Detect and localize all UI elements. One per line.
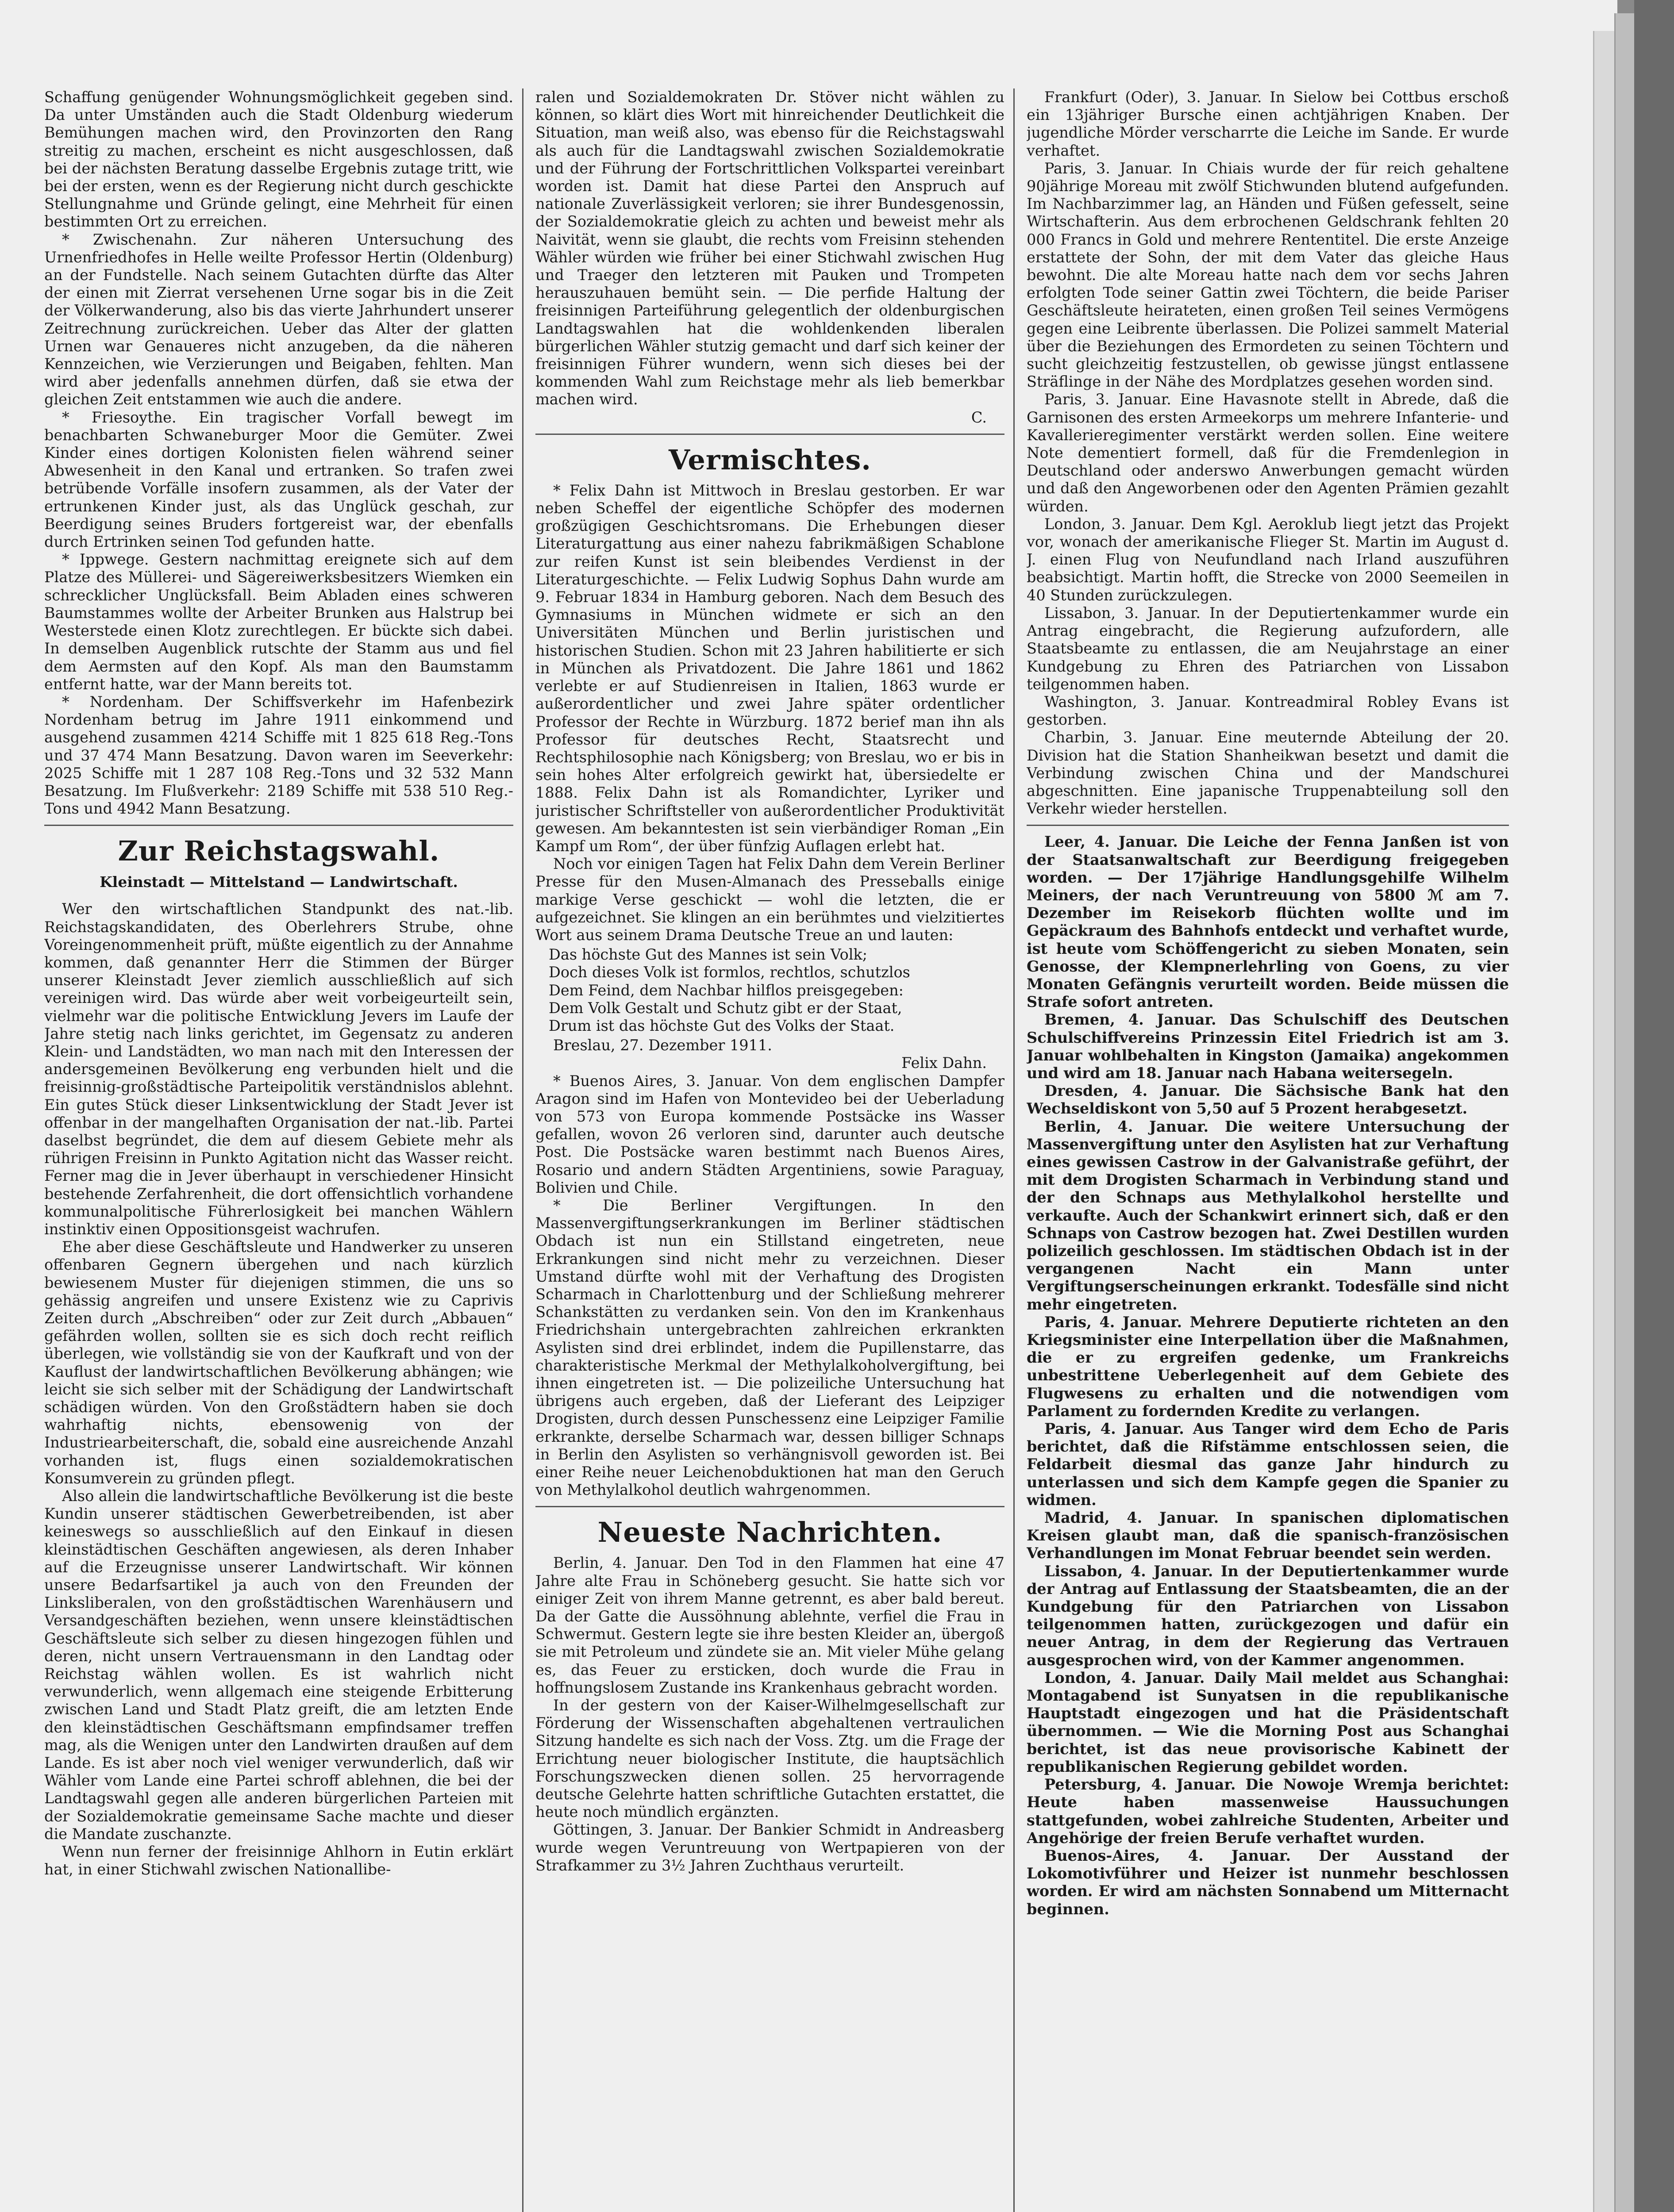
section-heading-neueste-nachrichten: Neueste Nachrichten. xyxy=(597,1516,943,1549)
news-item-charbin: Charbin, 3. Januar. Eine meuternde Abteilung der 20. Division hat die Station Shanheikwan besetzt und damit die Verbindung zwischen China und der Mandschurei abgeschnitten. Eine japanische Truppenabteilung soll den Verkehr wieder herstellen. xyxy=(1027,729,1509,818)
news-item-paris: Paris, 4. Januar. Aus Tanger wird dem Echo de Paris berichtet, daß die Rifstämme entschlossen seien, die Feldarbeit diesmal das ganze Jahr hindurch zu unterlassen und sich dem Kampfe gegen die Spanier zu widmen. xyxy=(1027,1420,1509,1509)
news-item-leer: Leer, 4. Januar. Die Leiche der Fenna Janßen ist von der Staatsanwaltschaft zur Beerdigung freigegeben worden. — Der 17jährige Handlungsgehilfe Wilhelm Meiners, der nach Veruntreuung von 5800 ℳ am 7. Dezember im Reisekorb flüchten wollte und im Gepäckraum des Bahnhofs entdeckt und verhaftet wurde, ist heute vom Schöffengericht zu sieben Monaten, sein Genosse, der Klempnerlehrling von Goens, zu vier Monaten Gefängnis verurteilt worden. Beide müssen die Strafe sofort antreten. xyxy=(1027,833,1509,1011)
news-item-buenos-aires: * Buenos Aires, 3. Januar. Von dem englischen Dampfer Aragon sind im Hafen von Montevideo bei der Ueberladung von 573 von Europa kommende Postsäcke ins Wasser gefallen, wovon 26 verloren sind, darunter auch deutsche Post. Die Postsäcke waren bestimmt nach Buenos Aires, Rosario und andern Städten Argentiniens, sowie Paraguay, Bolivien und Chile. xyxy=(535,1072,1004,1196)
news-item-dresden: Dresden, 4. Januar. Die Sächsische Bank hat den Wechseldiskont von 5,50 auf 5 Prozent herabgesetzt. xyxy=(1027,1082,1509,1118)
news-item-madrid: Madrid, 4. Januar. In spanischen diplomatischen Kreisen glaubt man, daß die spanisch-französischen Verhandlungen im Monat Februar beendet sein werden. xyxy=(1027,1509,1509,1562)
news-item-zwischenahn: * Zwischenahn. Zur näheren Untersuchung des Urnenfriedhofes in Helle weilte Professor Hertin (Oldenburg) an der Fundstelle. Nach seinem Gutachten dürfte das Alter der einen mit Zierrat versehenen Urne sogar bis in die Zeit der Völkerwanderung, also bis das vierte Jahrhundert unserer Zeitrechnung zurückreichen. Ueber das Alter der glatten Urnen war Genaueres nicht anzugeben, da die näheren Kennzeichen, wie Verzierungen und Beigaben, fehlten. Man wird aber jedenfalls annehmen dürfen, daß sie etwa der gleichen Zeit entstammen wie auch die andere. xyxy=(44,230,513,408)
news-item-friesoythe: * Friesoythe. Ein tragischer Vorfall bewegt im benachbarten Schwaneburger Moor die Gemüter. Zwei Kinder eines dortigen Kolonisten fielen während seiner Abwesenheit in den Kanal und ertranken. So trafen zwei betrübende Vorfälle insofern zusammen, als der Vater der ertrunkenen Kinder just, als das Unglück geschah, zur Beerdigung seines Bruders fortgereist war, der ebenfalls durch Ertrinken seinen Tod gefunden hatte. xyxy=(44,408,513,551)
section-divider xyxy=(535,1506,1004,1507)
section-divider xyxy=(535,434,1004,435)
column-1 xyxy=(44,88,513,2212)
news-item-berliner-vergiftungen: * Die Berliner Vergiftungen. In den Massenvergiftungserkrankungen im Berliner städtischen Obdach ist nun ein Stillstand eingetreten, neue Erkrankungen sind nicht mehr zu verzeichnen. Dieser Umstand dürfte wohl mit der Verhaftung des Drogisten Scharmach in Charlottenburg und der Schließung mehrerer Schankstätten zu verdanken sein. Von den im Krankenhaus Friedrichshain untergebrachten zahlreichen erkrankten Asylisten sind drei erblindet, indem die Pupillenstarre, das charakteristische Merkmal der Methylalkoholvergiftung, bei ihnen eingetreten ist. — Die polizeiliche Untersuchung hat übrigens auch ergeben, daß der Lieferant des Leipziger Drogisten, durch dessen Punschessenz eine Leipziger Familie erkrankte, derselbe Scharmach war, dessen billiger Schnaps in Berlin den Asylisten so verhängnisvoll geworden ist. Bei einer Reihe neuer Leichenobduktionen hat man den Geruch von Methylalkohol deutlich wahrgenommen. xyxy=(535,1196,1004,1499)
news-item-london: London, 3. Januar. Dem Kgl. Aeroklub liegt jetzt das Projekt vor, wonach der amerikanische Flieger St. Martin im August d. J. einen Flug von Neufundland nach Irland auszuführen beabsichtigt. Martin hofft, die Strecke von 2000 Seemeilen in 40 Stunden zurückzulegen. xyxy=(1027,515,1509,604)
news-item-lissabon: Lissabon, 4. Januar. In der Deputiertenkammer wurde der Antrag auf Entlassung der Staatsbeamten, die an der Kundgebung für den Patriarchen von Lissabon teilgenommen hatten, zurückgezogen und dafür ein neuer Antrag, in dem der Regierung das Vertrauen ausgesprochen wird, von der Kammer angenommen. xyxy=(1027,1562,1509,1669)
news-item-felix-dahn-verses: Noch vor einigen Tagen hat Felix Dahn dem Verein Berliner Presse für den Musen-Almanach des Presseballs einige markige Verse geschickt — wohl die letzten, die er aufgezeichnet. Sie klingen an ein berühmtes und vielzitiertes Wort aus seinem Drama Deutsche Treue an und lauten: xyxy=(535,855,1004,944)
news-item-berlin: Berlin, 4. Januar. Die weitere Untersuchung der Massenvergiftung unter den Asylisten hat zur Verhaftung eines gewissen Castrow in der Galvanistraße geführt, der mit dem Drogisten Scharmach in Verbindung stand und der den Schnaps aus Methylalkohol herstellte und verkaufte. Auch der Schankwirt erinnert sich, daß er den Schnaps von Castrow bezogen hat. Zwei Destillen wurden polizeilich geschlossen. Im städtischen Obdach ist in der vergangenen Nacht ein Mann unter Vergiftungserscheinungen erkrankt. Todesfälle sind nicht mehr eingetreten. xyxy=(1027,1118,1509,1313)
article-paragraph: Also allein die landwirtschaftliche Bevölkerung ist die beste Kundin unserer städtischen Gewerbetreibenden, ist aber keineswegs so ausschließlich auf den Einkauf in diesen kleinstädtischen Geschäften angewiesen, als deren Inhaber auf die Erzeugnisse unserer Landwirtschaft. Wir können unsere Bedarfsartikel ja auch von den Freunden der Linksliberalen, von den großstädtischen Warenhäusern und Versandgeschäften beziehen, wenn unsere kleinstädtischen Geschäftsleute sich selber zu diesen hingezogen fühlen und deren, nicht unsern Vertrauensmann in den Landtag oder Reichstag wählen wollen. Es ist wahrlich nicht verwunderlich, wenn allgemach eine steigende Erbitterung zwischen Land und Stadt Platz greift, die am letzten Ende den kleinstädtischen Geschäftsmann empfindsamer treffen mag, als die Wenigen unter den Landwirten draußen auf dem Lande. Es ist aber noch viel weniger verwunderlich, daß wir Wähler vom Lande eine Partei schroff ablehnen, die bei der Landtagswahl gegen alle anderen bürgerlichen Parteien mit der Sozialdemokratie gemeinsame Sache machte und dieser die Mandate zuschanzte. xyxy=(44,1487,513,1843)
article-continuation: ralen und Sozialdemokraten Dr. Stöver nicht wählen zu können, so klärt dies Wort mit hinreichender Deutlichkeit die Situation, man weiß also, was ebenso für die Reichstagswahl als auch für die Landtagswahl zwischen Sozialdemokratie und der Führung der Fortschrittlichen Volkspartei vereinbart worden ist. Damit hat diese Partei den Anspruch auf nationale Zuverlässigkeit verloren; sie ihrer Bundesgenossin, der Sozialdemokratie gleich zu achten und beweist mehr als Naivität, wenn sie glaubt, die rechts vom Freisinn stehenden Wähler würden wie früher bei einer Stichwahl zwischen Hug und Traeger den letzteren mit Pauken und Trompeten herauszuhauen bemüht sein. — Die perfide Haltung der freisinnigen Parteiführung gelegentlich der oldenburgischen Landtagswahlen hat die wohldenkenden liberalen bürgerlichen Wähler stutzig gemacht und darf sich keiner der freisinnigen Führer wundern, wenn sich dieses bei der kommenden Wahl zum Reichstage mehr als lieb bemerkbar machen wird. xyxy=(535,88,1004,408)
article-continuation: Schaffung genügender Wohnungsmöglichkeit gegeben sind. Da unter Umständen auch die Stadt Oldenburg wiederum Bemühungen machen wird, den Provinzorten den Rang streitig zu machen, erscheint es nicht ausgeschlossen, daß bei der nächsten Beratung dasselbe Ergebnis zutage tritt, wie bei der ersten, wenn es der Regierung nicht durch geschickte Stellungnahme und Gründe gelingt, eine Mehrheit für einen bestimmten Ort zu erreichen. xyxy=(44,88,513,230)
section-heading-vermischtes: Vermischtes. xyxy=(669,443,871,476)
news-item-paris: Paris, 4. Januar. Mehrere Deputierte richteten an den Kriegsminister eine Interpellation über die Maßnahmen, die er zu ergreifen gedenke, um Frankreichs unbestrittene Ueberlegenheit auf dem Gebiete des Flugwesens zu erhalten und die notwendigen vom Parlament zu fordernden Kredite zu verlangen. xyxy=(1027,1313,1509,1420)
page-edge xyxy=(1614,13,1636,2212)
column-2 xyxy=(535,88,1004,2212)
news-item-lissabon: Lissabon, 3. Januar. In der Deputiertenkammer wurde ein Antrag eingebracht, die Regierung aufzufordern, alle Staatsbeamte zu entlassen, die am Neujahrstage an einer Kundgebung zu Ehren des Patriarchen von Lissabon teilgenommen haben. xyxy=(1027,604,1509,693)
column-rule-1 xyxy=(522,88,523,2212)
news-item-ippwege: * Ippwege. Gestern nachmittag ereignete sich auf dem Platze des Müllerei- und Sägereiwerksbesitzers Wiemken ein schrecklicher Unglücksfall. Beim Abladen eines schweren Baumstammes wollte der Arbeiter Brunken aus Halstrup bei Westerstede einen Klotz zurechtlegen. Er bückte sich dabei. In demselben Augenblick rutschte der Stamm aus und fiel dem Aermsten auf den Kopf. Als man den Baumstamm entfernt hatte, war der Mann bereits tot. xyxy=(44,551,513,693)
section-divider xyxy=(44,825,513,826)
section-divider xyxy=(1027,825,1509,826)
page-edge xyxy=(1593,31,1616,2212)
verse-place-date: Breslau, 27. Dezember 1911. xyxy=(553,1037,772,1054)
article-subheading: Kleinstadt — Mittelstand — Landwirtschaft. xyxy=(100,873,458,891)
news-item-goettingen: Göttingen, 3. Januar. Der Bankier Schmidt in Andreasberg wurde wegen Veruntreuung von Wertpapieren von der Strafkammer zu 3½ Jahren Zuchthaus verurteilt. xyxy=(535,1821,1004,1874)
news-item-felix-dahn: * Felix Dahn ist Mittwoch in Breslau gestorben. Er war neben Scheffel der eigentliche Schöpfer des modernen großzügigen Geschichtsromans. Die Erhebungen dieser Literaturgattung aus einer nahezu fabrikmäßigen Schablone zur reifen Kunst ist sein bleibendes Verdienst in der Literaturgeschichte. — Felix Ludwig Sophus Dahn wurde am 9. Februar 1834 in Hamburg geboren. Nach dem Besuch des Gymnasiums in München widmete er sich an den Universitäten München und Berlin juristischen und historischen Studien. Schon mit 23 Jahren habilitierte er sich in München als Privatdozent. Die Jahre 1861 und 1862 verlebte er auf Studienreisen in Italien, 1863 wurde er außerordentlicher und zwei Jahre später ordentlicher Professor der Rechte in Würzburg. 1872 berief man ihn als Professor für deutsches Recht, Staatsrecht und Rechtsphilosophie nach Königsberg; von Breslau, wo er bis in sein hohes Alter erfolgreich gewirkt hat, übersiedelte er 1888. Felix Dahn ist als Romandichter, Lyriker und juristischer Schriftsteller von außerordentlicher Produktivität gewesen. Am bekanntesten ist sein vierbändiger Roman „Ein Kampf um Rom“, der über fünfzig Auflagen erlebt hat. xyxy=(535,481,1004,855)
news-item-nordenham: * Nordenham. Der Schiffsverkehr im Hafenbezirk Nordenham betrug im Jahre 1911 einkommend und ausgehend zusammen 4214 Schiffe mit 1 825 618 Reg.-Tons und 37 474 Mann Besatzung. Davon waren im Seeverkehr: 2025 Schiffe mit 1 287 108 Reg.-Tons und 32 532 Mann Besatzung. Im Flußverkehr: 2189 Schiffe mit 538 510 Reg.-Tons und 4942 Mann Besatzung. xyxy=(44,693,513,818)
verse-line: Doch dieses Volk ist formlos, rechtlos, schutzlos xyxy=(549,964,910,981)
column-3 xyxy=(1027,88,1509,2212)
article-paragraph: Wenn nun ferner der freisinnige Ahlhorn in Eutin erklärt hat, in einer Stichwahl zwischen Nationallibe- xyxy=(44,1843,513,1878)
news-item-paris: Paris, 3. Januar. Eine Havasnote stellt in Abrede, daß die Garnisonen des ersten Armeekorps um mehrere Infanterie- und Kavallerieregimenter verstärkt werden sollen. Eine weitere Note dementiert formell, daß für die Fremdenlegion in Deutschland oder anderswo Anwerbungen gemacht würden und daß den Angeworbenen oder den Agenten Prämien gezahlt würden. xyxy=(1027,391,1509,515)
news-item-buenos-aires: Buenos-Aires, 4. Januar. Der Ausstand der Lokomotivführer und Heizer ist nunmehr beschlossen worden. Er wird am nächsten Sonnabend um Mitternacht beginnen. xyxy=(1027,1847,1509,1918)
scan-background xyxy=(1634,0,1674,2212)
news-item-kaiser-wilhelm: In der gestern von der Kaiser-Wilhelmgesellschaft zur Förderung der Wissenschaften abgehaltenen vertraulichen Sitzung handelte es sich nach der Voss. Ztg. um die Frage der Errichtung neuer biologischer Institute, die hauptsächlich Forschungszwecken dienen sollen. 25 hervorragende deutsche Gelehrte hatten schriftliche Gutachten erstattet, die heute noch mündlich ergänzten. xyxy=(535,1697,1004,1821)
news-item-london: London, 4. Januar. Daily Mail meldet aus Schanghai: Montagabend ist Sunyatsen in die republikanische Hauptstadt eingezogen und hat die Präsidentschaft übernommen. — Wie die Morning Post aus Schanghai berichtet, ist das neue provisorische Kabinett der republikanischen Regierung gebildet worden. xyxy=(1027,1669,1509,1775)
article-paragraph: Ehe aber diese Geschäftsleute und Handwerker zu unseren offenbaren Gegnern übergehen und nach kürzlich bewiesenem Muster für diejenigen stimmen, die uns so gehässig angreifen und unsere Existenz wie zu Caprivis Zeiten durch „Abschreiben“ oder zur Zeit durch „Abbauen“ gefährden wollen, sollten sie es sich doch recht reiflich überlegen, wie vollständig sie von der Kaufkraft und von der Kauflust der landwirtschaftlichen Bevölkerung abhängen; wie leicht sie sich selber mit der Schädigung der Landwirtschaft schädigen würden. Von den Großstädtern haben sie doch wahrhaftig nichts, ebensowenig von der Industriearbeiterschaft, die, sobald eine ausreichende Anzahl vorhanden ist, flugs einen sozialdemokratischen Konsumverein zu gründen pflegt. xyxy=(44,1238,513,1487)
news-item-frankfurt: Frankfurt (Oder), 3. Januar. In Sielow bei Cottbus erschoß ein 13jähriger Bursche einen achtjährigen Knaben. Der jugendliche Mörder verscharrte die Leiche im Sande. Er wurde verhaftet. xyxy=(1027,88,1509,159)
poem-verse xyxy=(549,946,1004,1035)
column-rule-2 xyxy=(1013,88,1015,2212)
news-item-petersburg: Petersburg, 4. Januar. Die Nowoje Wremja berichtet: Heute haben massenweise Haussuchungen stattgefunden, wobei zahlreiche Studenten, Arbeiter und Angehörige der freien Berufe verhaftet wurden. xyxy=(1027,1776,1509,1847)
article-paragraph: Wer den wirtschaftlichen Standpunkt des nat.-lib. Reichstagskandidaten, des Oberlehrers Strube, ohne Voreingenommenheit prüft, müßte eigentlich zu der Annahme kommen, daß genannter Herr die Stimmen der Bürger unserer Kleinstadt Jever ziemlich ausschließlich auf sich vereinigen wird. Das würde aber weit vorbeigeurteilt sein, vielmehr war die politische Entwicklung Jevers im Laufe der Jahre stetig nach links gerichtet, im Gegensatz zu anderen Klein- und Landstädten, wo man nach mit den Interessen der andersgemeinen Bevölkerung eng verbunden hielt und die freisinnig-großstädtische Parteipolitik verständnislos ablehnt. Ein gutes Stück dieser Linksentwicklung der Stadt Jever ist offenbar in der mangelhaften Organisation der nat.-lib. Partei daselbst begründet, die dem auf diesem Gebiete mehr als rührigen Freisinn in Punkto Agitation nicht das Wasser reicht. Ferner mag die in Jever überhaupt in verschiedener Hinsicht bestehende Zerfahrenheit, die dort offensichtlich vorhandene kommunalpolitische Führerlosigkeit bei manchen Wählern instinktiv einen Oppositionsgeist wachrufen. xyxy=(44,900,513,1238)
news-item-washington: Washington, 3. Januar. Kontreadmiral Robley Evans ist gestorben. xyxy=(1027,693,1509,729)
verse-line: Das höchste Gut des Mannes ist sein Volk; xyxy=(549,946,868,964)
news-item-bremen: Bremen, 4. Januar. Das Schulschiff des Deutschen Schulschiffvereins Prinzessin Eitel Friedrich ist am 3. Januar wohlbehalten in Kingston (Jamaika) angekommen und wird am 18. Januar nach Habana weitersegeln. xyxy=(1027,1011,1509,1082)
verse-line: Drum ist das höchste Gut des Volks der Staat. xyxy=(549,1017,895,1034)
news-item-berlin: Berlin, 4. Januar. Den Tod in den Flammen hat eine 47 Jahre alte Frau in Schöneberg gesucht. Sie hatte sich vor einiger Zeit von ihrem Manne getrennt, es aber bald bereut. Da der Gatte die Aussöhnung ablehnte, verfiel die Frau in Schwermut. Gestern legte sie ihre besten Kleider an, übergoß sie mit Petroleum und zündete sie an. Mit vieler Mühe gelang es, das Feuer zu ersticken, doch wurde die Frau in hoffnungslosem Zustande ins Krankenhaus gebracht worden. xyxy=(535,1554,1004,1696)
verse-line: Dem Volk Gestalt und Schutz gibt er der Staat, xyxy=(549,999,902,1017)
verse-signature: Felix Dahn. xyxy=(901,1054,987,1072)
article-signature: C. xyxy=(971,408,987,426)
section-heading-reichstagswahl: Zur Reichstagswahl. xyxy=(118,835,440,868)
verse-line: Dem Feind, dem Nachbar hilflos preisgegeben: xyxy=(549,981,904,999)
news-item-paris: Paris, 3. Januar. In Chiais wurde der für reich gehaltene 90jährige Moreau mit zwölf Stichwunden blutend aufgefunden. Im Nachbarzimmer lag, an Händen und Füßen gefesselt, seine Wirtschafterin. Aus dem erbrochenen Geldschrank fehlten 20 000 Francs in Gold und mehrere Rententitel. Die erste Anzeige erstattete der Sohn, der mit dem Vater das gleiche Haus bewohnt. Die alte Moreau hatte nach dem vor sechs Jahren erfolgten Tode seiner Gattin zwei Töchtern, die beide Pariser Geschäftsleute heirateten, einen großen Teil seines Vermögens gegen eine Leibrente überlassen. Die Polizei sammelt Material über die Beziehungen des Ermordeten zu seinen Töchtern und sucht gleichzeitig festzustellen, ob gewisse jüngst entlassene Sträflinge in der Nähe des Mordplatzes gesehen worden sind. xyxy=(1027,159,1509,391)
